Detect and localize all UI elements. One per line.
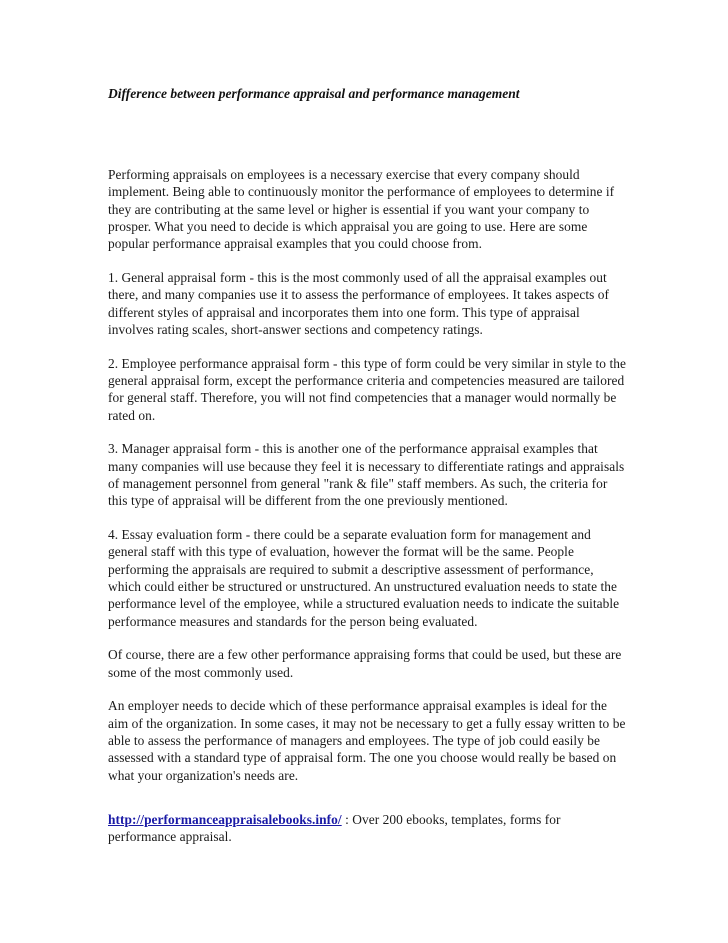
paragraph-manager-appraisal-form: 3. Manager appraisal form - this is another one of the performance appraisal examples that many companies will use because they feel it is necessary to differentiate ratings and appraisals of management personnel from general "rank & file" staff members. As such, the criteria for this type of appraisal will be different from the one previously mentioned.: [108, 441, 625, 509]
paragraph-employee-appraisal-form: 2. Employee performance appraisal form - this type of form could be very similar in style to the general appraisal form, except the performance criteria and competencies measured are tailored for general staff. Therefore, you will not find competencies that a manager would normally be rated on.: [108, 355, 626, 423]
footer-link-description: : Over 200 ebooks, templates, forms for performance appraisal.: [108, 811, 561, 845]
document-body: [108, 166, 626, 862]
paragraph-employer-decision: An employer needs to decide which of these performance appraisal examples is ideal for the aim of the organization. In some cases, it may not be necessary to get a fully essay written to be able to assess the performance of managers and employees. The type of job could easily be assessed with a standard type of appraisal form. The one you choose would really be based on what your organization's needs are.: [108, 698, 626, 783]
document-title: Difference between performance appraisal and performance management: [108, 86, 520, 101]
paragraph-other-forms: Of course, there are a few other performance appraising forms that could be used, but these are some of the most commonly used.: [108, 647, 622, 680]
ebooks-link[interactable]: http://performanceappraisalebooks.info/: [108, 811, 342, 827]
footer-link-paragraph: [108, 811, 626, 846]
paragraph-intro: Performing appraisals on employees is a necessary exercise that every company should implement. Being able to continuously monitor the performance of employees to determine if they are contributing at the same level or higher is essential if you want your company to prosper. What you need to decide is which appraisal you are going to use. Here are some popular performance appraisal examples that you could choose from.: [108, 167, 615, 252]
paragraph-general-appraisal-form: 1. General appraisal form - this is the most commonly used of all the appraisal examples out there, and many companies use it to assess the performance of employees. It takes aspects of different styles of appraisal and incorporates them into one form. This type of appraisal involves rating scales, short-answer sections and competency ratings.: [108, 269, 610, 337]
paragraph-essay-evaluation-form: 4. Essay evaluation form - there could be a separate evaluation form for management and general staff with this type of evaluation, however the format will be the same. People performing the appraisals are required to submit a descriptive assessment of performance, which could either be structured or unstructured. An unstructured evaluation needs to state the performance level of the employee, while a structured evaluation needs to indicate the suitable performance measures and standards for the person being evaluated.: [108, 527, 620, 629]
